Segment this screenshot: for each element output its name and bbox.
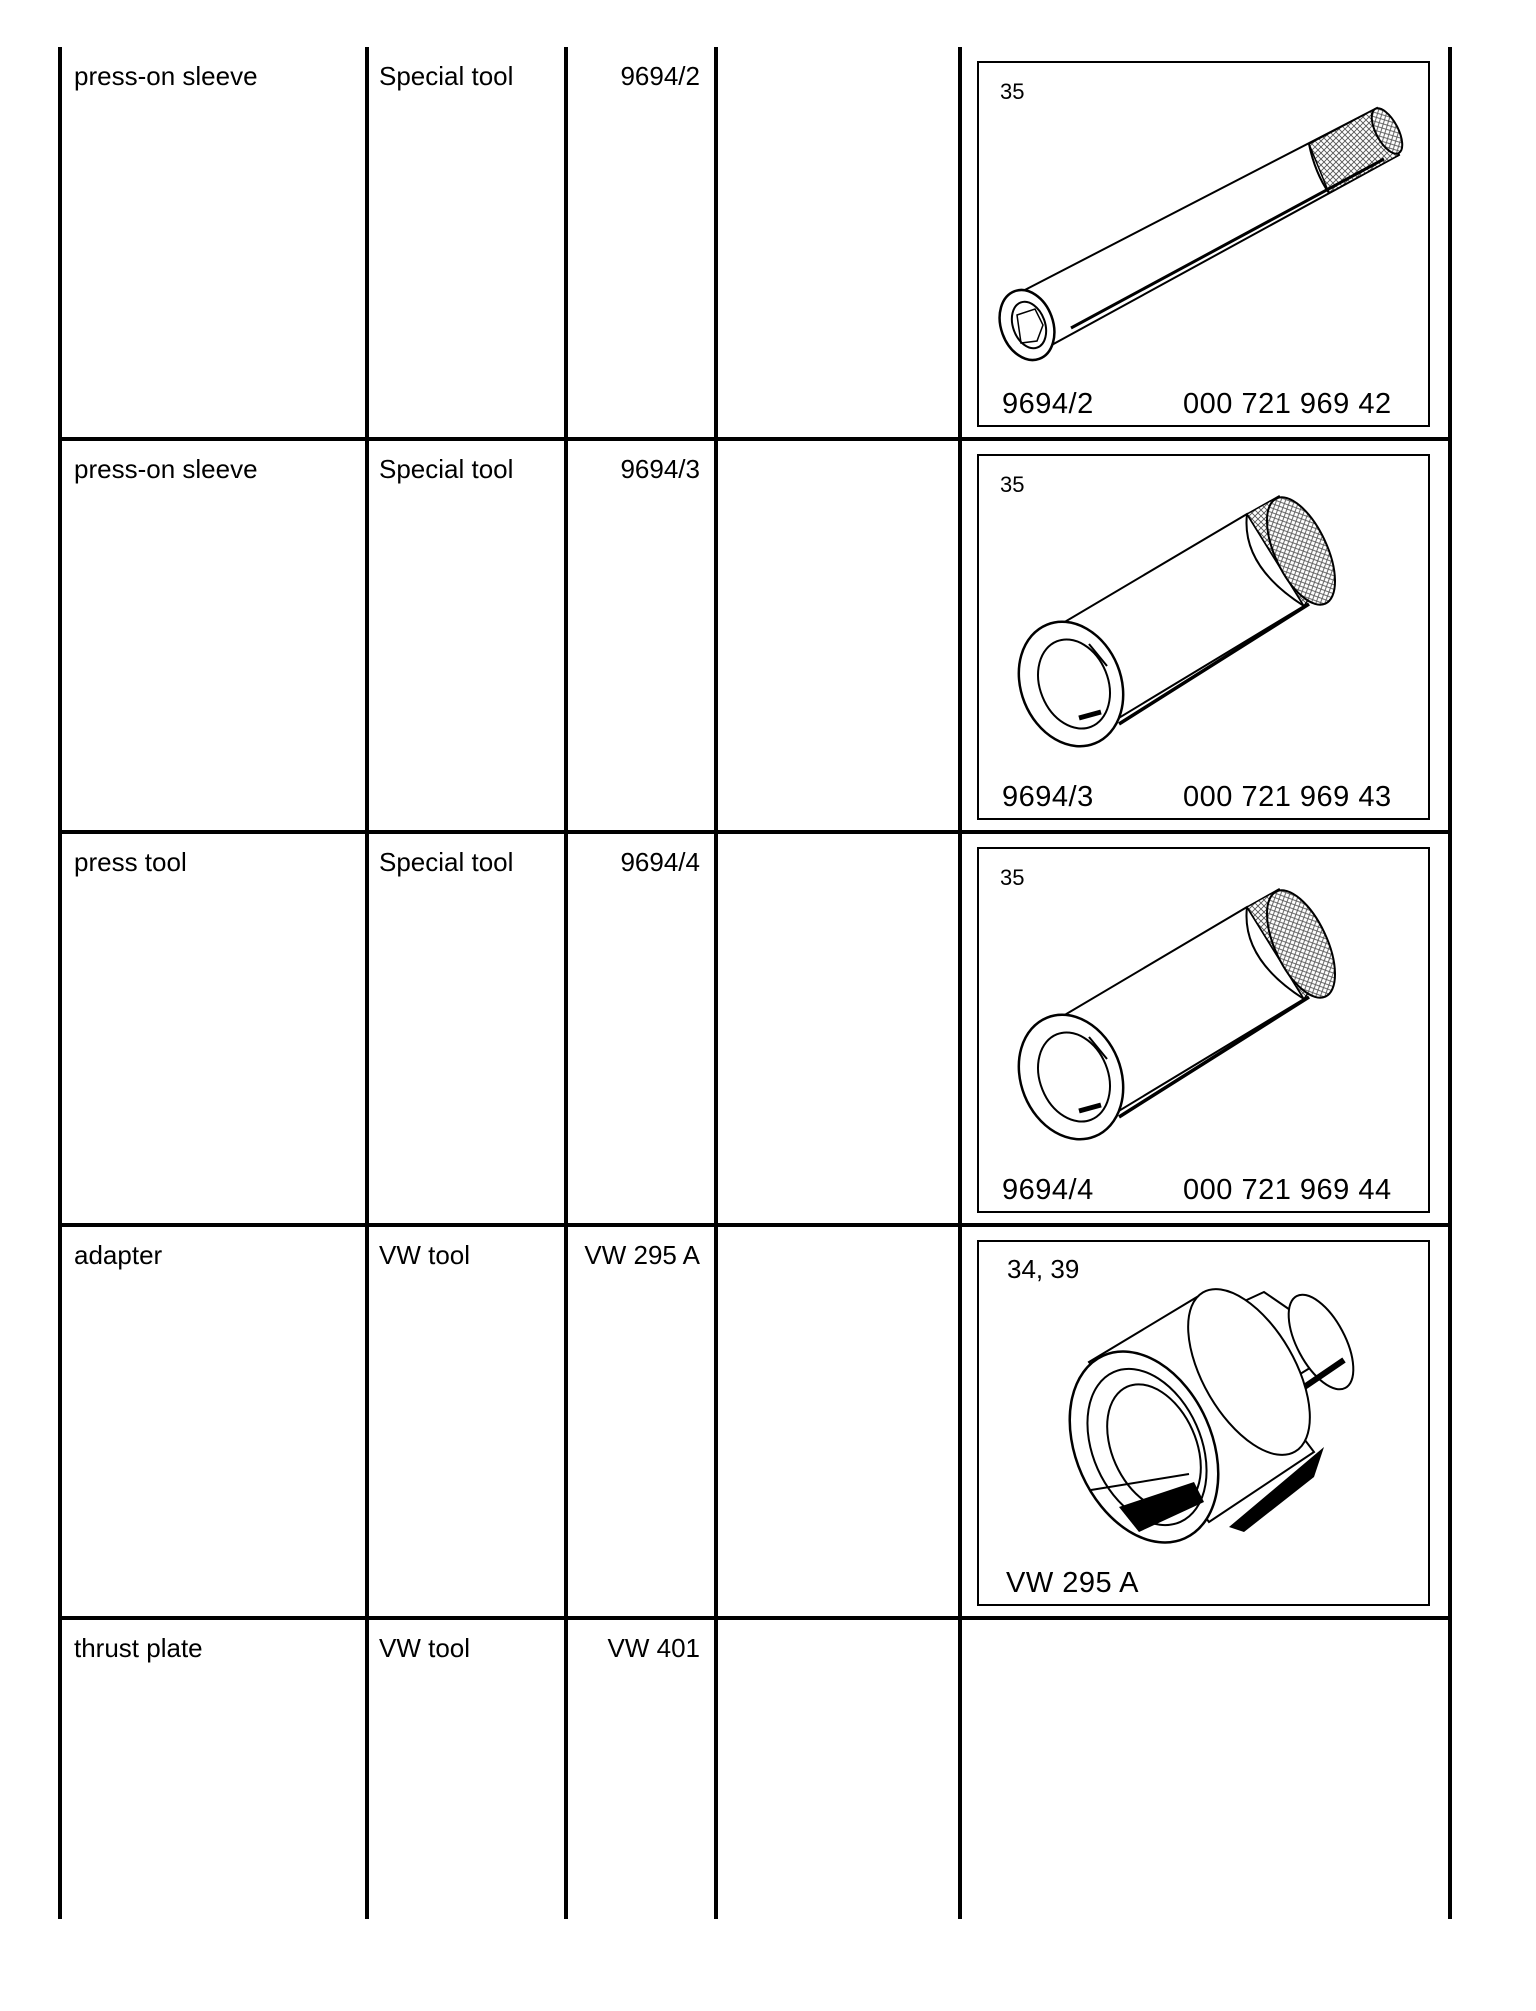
- table-row: [0, 440, 1536, 832]
- tool-type: Special tool: [379, 454, 514, 484]
- illustration-tool-number: 9694/2: [1002, 388, 1094, 420]
- illustration-ref: 35: [1000, 865, 1025, 890]
- tool-type: VW tool: [379, 1240, 471, 1270]
- illustration-ref: 35: [1000, 472, 1025, 497]
- illustration-tool-number: 9694/4: [1002, 1174, 1094, 1206]
- long-tapered-sleeve-icon: [979, 63, 1428, 425]
- illustration-part-number: 000 721 969 43: [1183, 781, 1392, 813]
- tool-number: 9694/4: [620, 847, 700, 877]
- tool-number: 9694/2: [620, 61, 700, 91]
- illustration-tool-number: 9694/3: [1002, 781, 1094, 813]
- tool-description: press tool: [74, 847, 187, 877]
- illustration-part-number: 000 721 969 42: [1183, 388, 1392, 420]
- tool-illustration: [977, 454, 1430, 820]
- tool-type: Special tool: [379, 61, 514, 91]
- table-row: [0, 1226, 1536, 1618]
- tool-description: adapter: [74, 1240, 163, 1270]
- table-row: [0, 47, 1536, 439]
- illustration-tool-number: VW 295 A: [1006, 1567, 1139, 1599]
- tool-number: VW 401: [607, 1633, 700, 1663]
- tool-type: Special tool: [379, 847, 514, 877]
- tool-number: 9694/3: [620, 454, 700, 484]
- illustration-part-number: 000 721 969 44: [1183, 1174, 1392, 1206]
- illustration-ref: 34, 39: [1007, 1254, 1080, 1284]
- tool-description: press-on sleeve: [74, 61, 258, 91]
- tool-illustration: [977, 61, 1430, 427]
- tapered-sleeve-icon: [979, 849, 1428, 1211]
- stepped-adapter-icon: [979, 1242, 1428, 1604]
- table-row: [0, 833, 1536, 1225]
- tool-illustration: [977, 847, 1430, 1213]
- tool-type: VW tool: [379, 1633, 471, 1663]
- tool-description: press-on sleeve: [74, 454, 258, 484]
- table-row: [0, 1619, 1536, 2011]
- tool-description: thrust plate: [74, 1633, 203, 1663]
- tool-illustration: [977, 1240, 1430, 1606]
- tool-number: VW 295 A: [584, 1240, 700, 1270]
- tapered-sleeve-icon: [979, 456, 1428, 818]
- illustration-ref: 35: [1000, 79, 1025, 104]
